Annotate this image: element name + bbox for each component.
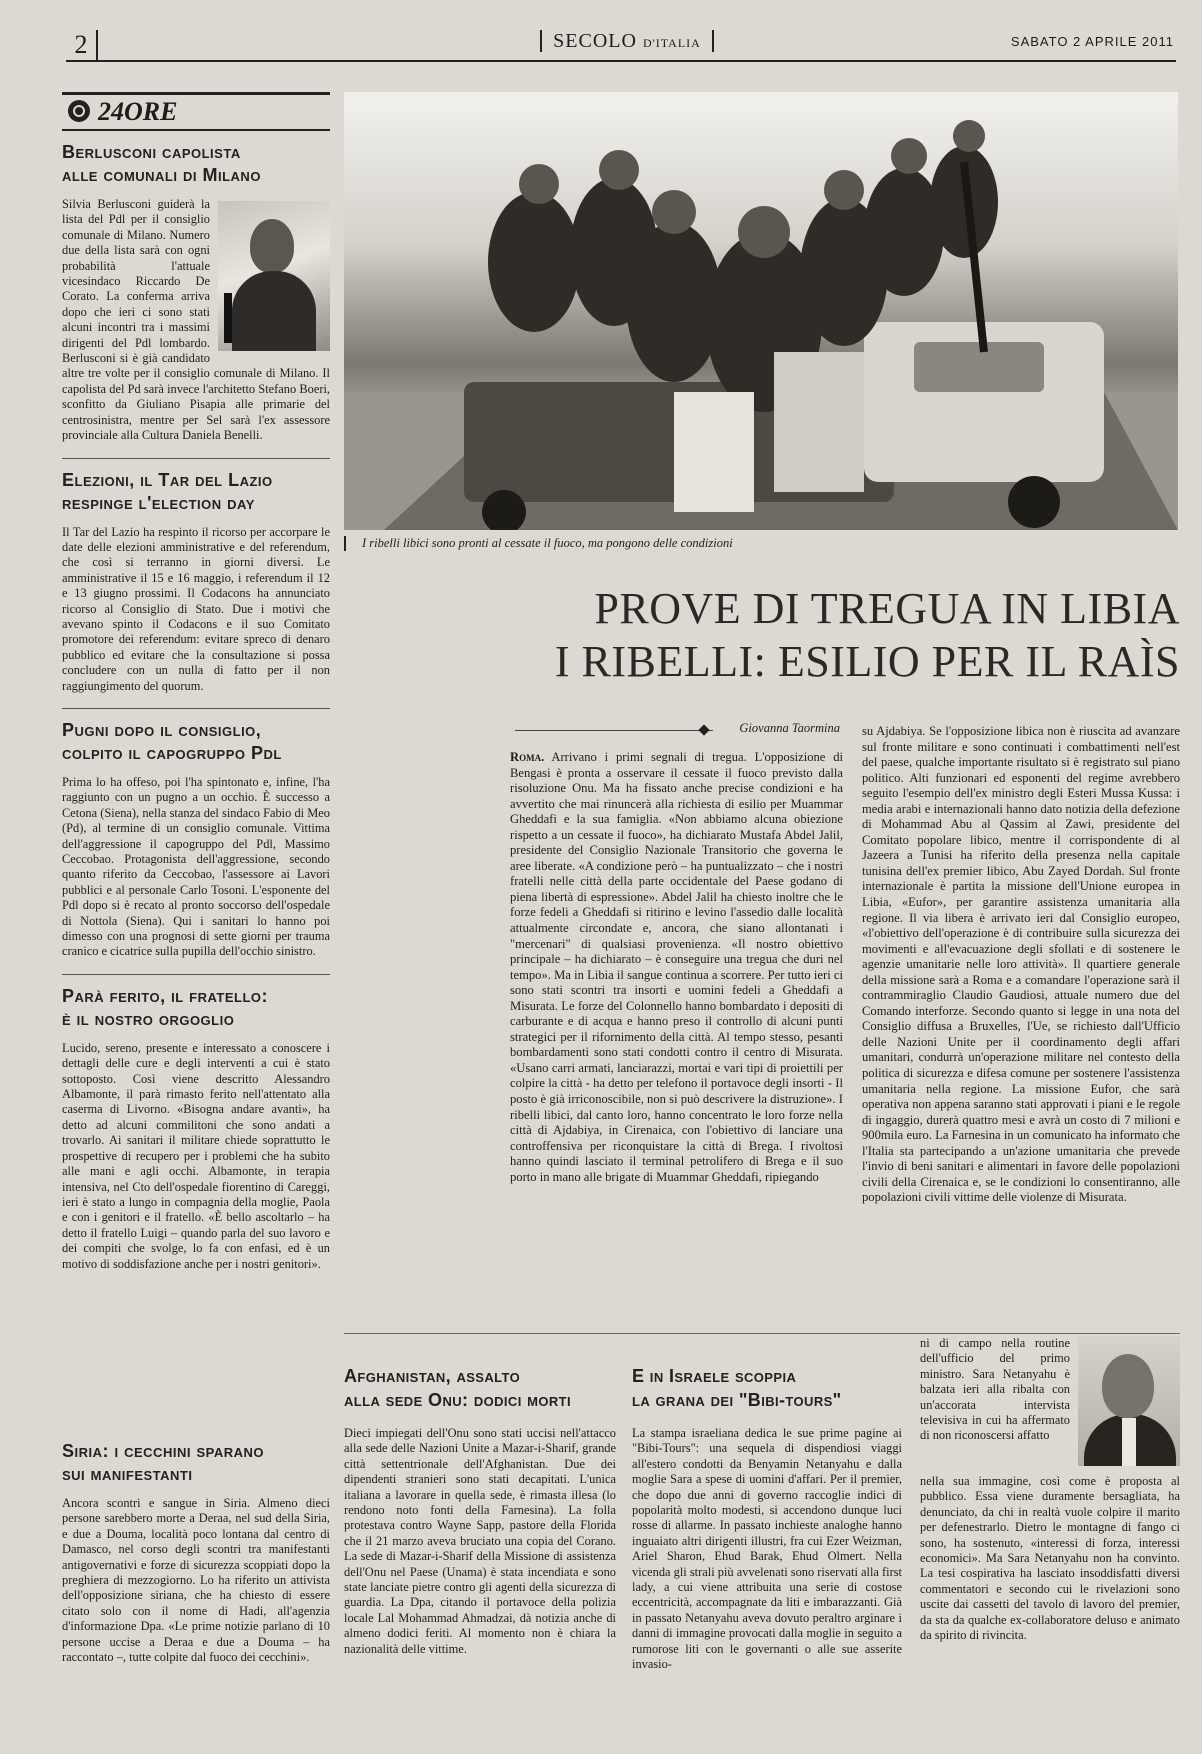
headline-line-1: Afghanistan, assalto	[344, 1366, 521, 1386]
header-rule	[66, 60, 1176, 62]
article-headline	[344, 1364, 616, 1412]
sidebar-article-pugni	[62, 708, 330, 960]
rebels-on-pickup-illustration	[344, 92, 1178, 530]
article-body: Lucido, sereno, presente e interessato a conoscere i dettagli delle cure e degli interventi a cui è stato sottoposto. Così viene descritto Alessandro Albamonte, il parà rimasto ferito nell'attentato alla caserma di Livorno. «Bisogna andare avanti», ha detto ad alcuni commilitoni che sono andati a trovarlo. Ai sanitari il militare chiede soprattutto le prospettive di recupero per i problemi che ha subito alle mani e agli occhi. Albamonte, in terapia intensiva, nel Cto dell'ospedale fiorentino di Careggi, ieri è stato a lungo in compagnia della moglie, Paola e con i genitori e il fratello. «È bello ascoltarlo – ha detto il fratello Luigi – quando parla del suo lavoro e dei compiti che svolge, lo fa con enfasi, ed è un motivo di soddisfazione anche per i nostri genitori».	[62, 1040, 330, 1271]
headline-line-1: Elezioni, il Tar del Lazio	[62, 469, 273, 490]
article-headline	[632, 1364, 902, 1412]
headline-line-1: Berlusconi capolista	[62, 142, 241, 162]
article-headline	[62, 719, 330, 765]
headline-line-2: respinge l'election day	[62, 492, 255, 513]
main-headline-line-1: PROVE DI TREGUA IN LIBIA	[594, 584, 1180, 633]
silvia-berlusconi-photo	[218, 201, 330, 351]
article-headline	[62, 985, 330, 1031]
section-divider	[344, 1333, 1180, 1334]
dateline: Roma.	[510, 750, 545, 764]
article-body: La stampa israeliana dedica le sue prime pagine ai "Bibi-Tours": una sequela di dispendiosi viaggi all'estero condotti da Benyamin Netanyahu e dalla moglie Sara a spese di uomini d'affari. Per il premier, che dopo due anni di governo raccoglie indici di popolarità molto modesti, si accendono dunque luci rosse di allarme. In passato inchieste analoghe hanno inguaiato altri dirigenti illustri, fra cui Ezer Weizman, Ariel Sharon, Ehud Barak, Ehud Olmert. Nella vicenda gli strali più avvelenati sono riservati alla first lady, a cui viene attribuita una serie di costose eccentricità, accompagnate da liti e imbarazzanti. Già in passato Netanyahu aveva dovuto peraltro arginare i danni di immagine provocati dalla moglie in seguito a rumorose liti con le governanti o alle sue asserite invasio-	[632, 1426, 902, 1672]
netanyahu-photo	[1078, 1336, 1180, 1466]
main-article-column-2	[862, 724, 1180, 1310]
main-headline-line-2: I RIBELLI: ESILIO PER IL RAÌS	[554, 637, 1180, 686]
article-body: Ancora scontri e sangue in Siria. Almeno dieci persone sarebbero morte a Deraa, nel sud della Siria, e due a Douma, località poco lontana dal centro di Damasco, nel corso degli scontri tra manifestanti antigovernativi e forze di sicurezza scoppiati dopo la preghiera di mezzogiorno. Lo ha riferito un attivista dell'opposizione siriana, che ha chiesto di essere citato solo con il nome di Hadi, all'agenzia d'informazione Dpa. «Le prime notizie parlano di 10 persone uccise a Deraa e due a Douma – ha raccontato –, tutte colpite dal fuoco dei cecchini».	[62, 1496, 330, 1665]
byline: Giovanna Taormina	[739, 721, 840, 735]
microphone-icon	[224, 293, 232, 343]
main-article-column-1	[510, 750, 843, 1310]
headline-line-2: è il nostro orgoglio	[62, 1008, 235, 1029]
article-headline	[62, 1440, 330, 1486]
headline-line-2: la grana dei "Bibi-tours"	[632, 1390, 842, 1410]
article-body: Il Tar del Lazio ha respinto il ricorso per accorpare le date delle elezioni amministrative e del referendum, che così si terranno in giorni diversi. Le amministrative il 15 e 16 maggio, i referendum il 12 e 13 giugno prossimi. Il Codacons ha annunciato ricorso al Consiglio di Stato. Due i motivi che avevano spinto il Codacons e il suo Comitato promotore dei referendum: evitare spreco di denaro pubblico ed evitare che la consultazione si possa concludere con un nulla di fatto per il non raggiungimento del quorum.	[62, 524, 330, 693]
sidebar-article-siria	[62, 1440, 330, 1740]
headline-line-2: colpito il capogruppo Pdl	[62, 742, 282, 763]
sidebar-article-para	[62, 974, 330, 1272]
article-headline	[62, 141, 330, 187]
masthead	[540, 30, 714, 52]
article-headline	[62, 469, 330, 515]
photo-caption: I ribelli libici sono pronti al cessate il fuoco, ma pongono delle condizioni	[344, 536, 1196, 551]
sidebar-article-berlusconi	[62, 141, 330, 444]
article-body: Silvia Berlusconi guiderà la lista del Pdl per il consiglio comunale di Milano. Numero due della lista sarà con ogni probabilità l'attuale vicesindaco Riccardo De Corato. La conferma arriva dopo che ieri ci sono stati alcuni incontri tra i massimi dirigenti del Pdl lombardo. Berlusconi si è già candidato altre tre volte per il consiglio comunale di Milano. Il capolista del Pd sarà invece l'architetto Stefano Boeri, sconfitto da Giuliano Pisapia alle primarie del centrosinistra, mentre per Sel sarà l'ex assessore provinciale alla Cultura Daniela Benelli.	[62, 197, 330, 443]
headline-line-2: alle comunali di Milano	[62, 165, 261, 185]
main-article-text-2: su Ajdabiya. Se l'opposizione libica non è riuscita ad avanzare sul fronte militare e sono continuati i combattimenti nell'est del paese, qualche importante risultato si è registrato sul piano politico. Alti funzionari ed esponenti del regime avrebbero seguito l'esempio dell'ex ministro degli Esteri Mussa Kussa: i media arabi e internazionali hanno dato notizia della defezione di Mohammad Abu al Qassim al Zawi, presidente del Comitato popolare libico, mentre il corrispondente di al Jazeera a Tunisi ha riferito della presenza nella capitale tunisina dell'ex premier libico, Abu Zayed Dordah. Sul fronte internazionale è partita la missione dell'Unione europea in Libia, «Eufor», per garantire assistenza umanitaria alla regione. Il via libera è arrivato ieri dal Consiglio europeo, «l'obiettivo dell'operazione è di contribuire sulla sicurezza dei movimenti e all'evacuazione degli sfollati e di sostenere le agenzie umanitarie nelle loro attività». Il quartiere generale della missione sarà a Roma e a comandare l'operazione sarà il contrammiraglio Claudio Gaudiosi, attuale numero due del Comando interforze. Secondo quanto si legge in una nota del Consiglio diffusa a Bruxelles, l'Ue, se richiesto dall'Ufficio delle Nazioni Unite per il coordinamento degli affari umanitari, condurrà un'operazione militare nel contesto della politica di sicurezza e difesa comune per sostenere l'assistenza umanitaria nella regione. La missione Eufor, che sarà operativa non appena saranno stati approvati i piani e le regole di ingaggio, durerà quattro mesi e avrà un costo di 7 milioni e 900mila euro. La Farnesina in un comunicato ha informato che l'Italia sta partecipando a un'azione umanitaria che prevede l'invio di beni sanitari e alimentari in favore delle popolazioni civili della Cirenaica e, se le condizioni lo consentiranno, alle popolazioni civili vittime delle violenze di Misurata.	[862, 724, 1180, 1205]
libyan-rebels-photo	[344, 92, 1178, 530]
headline-line-2: sui manifestanti	[62, 1464, 193, 1484]
news-sidebar	[62, 92, 330, 1327]
sidebar-article-tar-lazio	[62, 458, 330, 694]
main-article-text-1: Arrivano i primi segnali di tregua. L'opposizione di Bengasi è pronta a osservare il cessate il fuoco previsto dalla risoluzione Onu. Ma ha fissato anche precise condizioni e ha avvertito che mai rinuncerà alla richiesta di esilio per Muammar Gheddafi e la sua famiglia. «Non abbiamo alcuna obiezione rispetto a un cessate il fuoco», ha dichiarato Mustafa Abdel Jalil, presidente del Consiglio Nazionale Transitorio che governa le aree liberate. «A condizione però – ha puntualizzato – che i nostri fratelli nelle città della parte occidentale del Paese godano di piena libertà di espressione». Abdel Jalil ha chiesto inoltre che le forze fedeli a Gheddafi si ritirino e levino l'assedio dalle località attualmente circondate e, ancora, che siano allontanati i "mercenari" di qualsiasi provenienza. «Il nostro obiettivo principale – ha dichiarato – è conseguire una tregua che duri nel tempo». Ma in Libia il sangue continua a scorrere. Per tutto ieri ci sono stati scontri tra insorti e uomini fedeli a Gheddafi a Misurata. Le forze del Colonnello hanno bombardato i depositi di carburante e di acqua e hanno preso il controllo di alcuni punti strategici per il rifornimento della città. Al tempo stesso, pesanti bombardamenti sono stati condotti contro il centro di Misurata. «Usano carri armati, lanciarazzi, mortai e vari tipi di proiettili per colpire la città - ha detto per telefono il portavoce degli insorti - Il posto è già irriconoscibile, non si può descrivere la distruzione». I ribelli libici, dal canto loro, hanno concentrato le loro forze nella città di Ajdabiya, in Cirenaica, con l'obiettivo di lanciare una controffensiva per riconquistare la città di Brega. I rivoltosi hanno quindi lasciato il terminal petrolifero di Brega e il suo porto in mano alle brigate di Muammar Gheddafi, ripiegando	[510, 750, 843, 1184]
masthead-suffix: D'ITALIA	[642, 36, 701, 50]
issue-date: SABATO 2 APRILE 2011	[1010, 34, 1174, 49]
article-israele-continuation-a: ni di campo nella routine dell'ufficio del primo ministro. Sara Netanyahu è balzata ieri alla ribalta con un'accorata intervista televisiva in cui ha affermato di non riconoscersi affatto	[920, 1336, 1070, 1443]
headline-line-2: alla sede Onu: dodici morti	[344, 1390, 572, 1410]
article-afghanistan	[344, 1364, 616, 1734]
masthead-name: SECOLO	[553, 30, 637, 52]
section-logo-text: 24ORE	[98, 97, 178, 126]
headline-line-1: E in Israele scoppia	[632, 1366, 797, 1386]
section-logo	[62, 92, 330, 131]
article-body: Prima lo ha offeso, poi l'ha spintonato e, infine, l'ha raggiunto con un pugno a un occhio. È successo a Cetona (Siena), nella stanza del sindaco Fabio di Meo (Pd), al termine di un consiglio comunale. Vittima dell'aggressione il capogruppo del Pdl, Massimo Ceccobao. Protagonista dell'aggressione, secondo quanto riferito da Ceccobao, l'assessore ai Lavori pubblici e al personale Carlo Tosoni. L'esponente del Pdl dopo si è recato al pronto soccorso dell'ospedale di Nottola (Siena). Qui i sanitari lo hanno poi dimesso con una prognosi di sette giorni per trauma cranico e cicatrice sulla pupilla dell'occhio sinistro.	[62, 774, 330, 959]
article-body: Dieci impiegati dell'Onu sono stati uccisi nell'attacco alla sede delle Nazioni Unite a Mazar-i-Sharif, grande città settentrionale dell'Afghanistan. Due dei dipendenti stranieri sono stati decapitati. L'unica italiana a lavorare in quella sede, è rimasta illesa (lo rendono noto fonti della Farnesina). La folla protestava contro Wayne Sapp, pastore della Florida che il 21 marzo aveva bruciato una copia del Corano. La sede di Mazar-i-Sharif della Missione di assistenza dell'Onu nel Paese (Unama) è stata incendiata e sono state lanciate pietre contro gli agenti della sicurezza di guardia. La Dpa, citando il portavoce della polizia locale Lal Mohammad Ahmadzai, dà notizia anche di almeno dodici feriti. Al momento non è chiara la nazionalità delle vittime.	[344, 1426, 616, 1656]
page-number: 2	[66, 30, 98, 62]
article-israele-continuation-b: nella sua immagine, così come è proposta al pubblico. Essa viene duramente bersagliata, ha denunciato, da chi in realtà vuole colpire il marito per defenestrarlo. Dietro le montagne di fango ci sono, ha sostenuto, «interessi di forza, interessi economici». Ma Sara Netanyahu non ha convinto. La tesi cospirativa ha lasciato insoddisfatti diversi commentatori e secondo cui le rivelazioni sono uscite dai cassetti del tavolo di lavoro del premier, da sta da qualche ex-collaboratore deluso e animato da spirito di rivincita.	[920, 1474, 1180, 1643]
headline-line-1: Pugni dopo il consiglio,	[62, 719, 262, 740]
headline-line-1: Parà ferito, il fratello:	[62, 985, 269, 1006]
globe-icon	[68, 100, 90, 122]
headline-line-1: Siria: i cecchini sparano	[62, 1441, 264, 1461]
article-israele	[632, 1364, 902, 1734]
main-headline	[360, 582, 1180, 688]
